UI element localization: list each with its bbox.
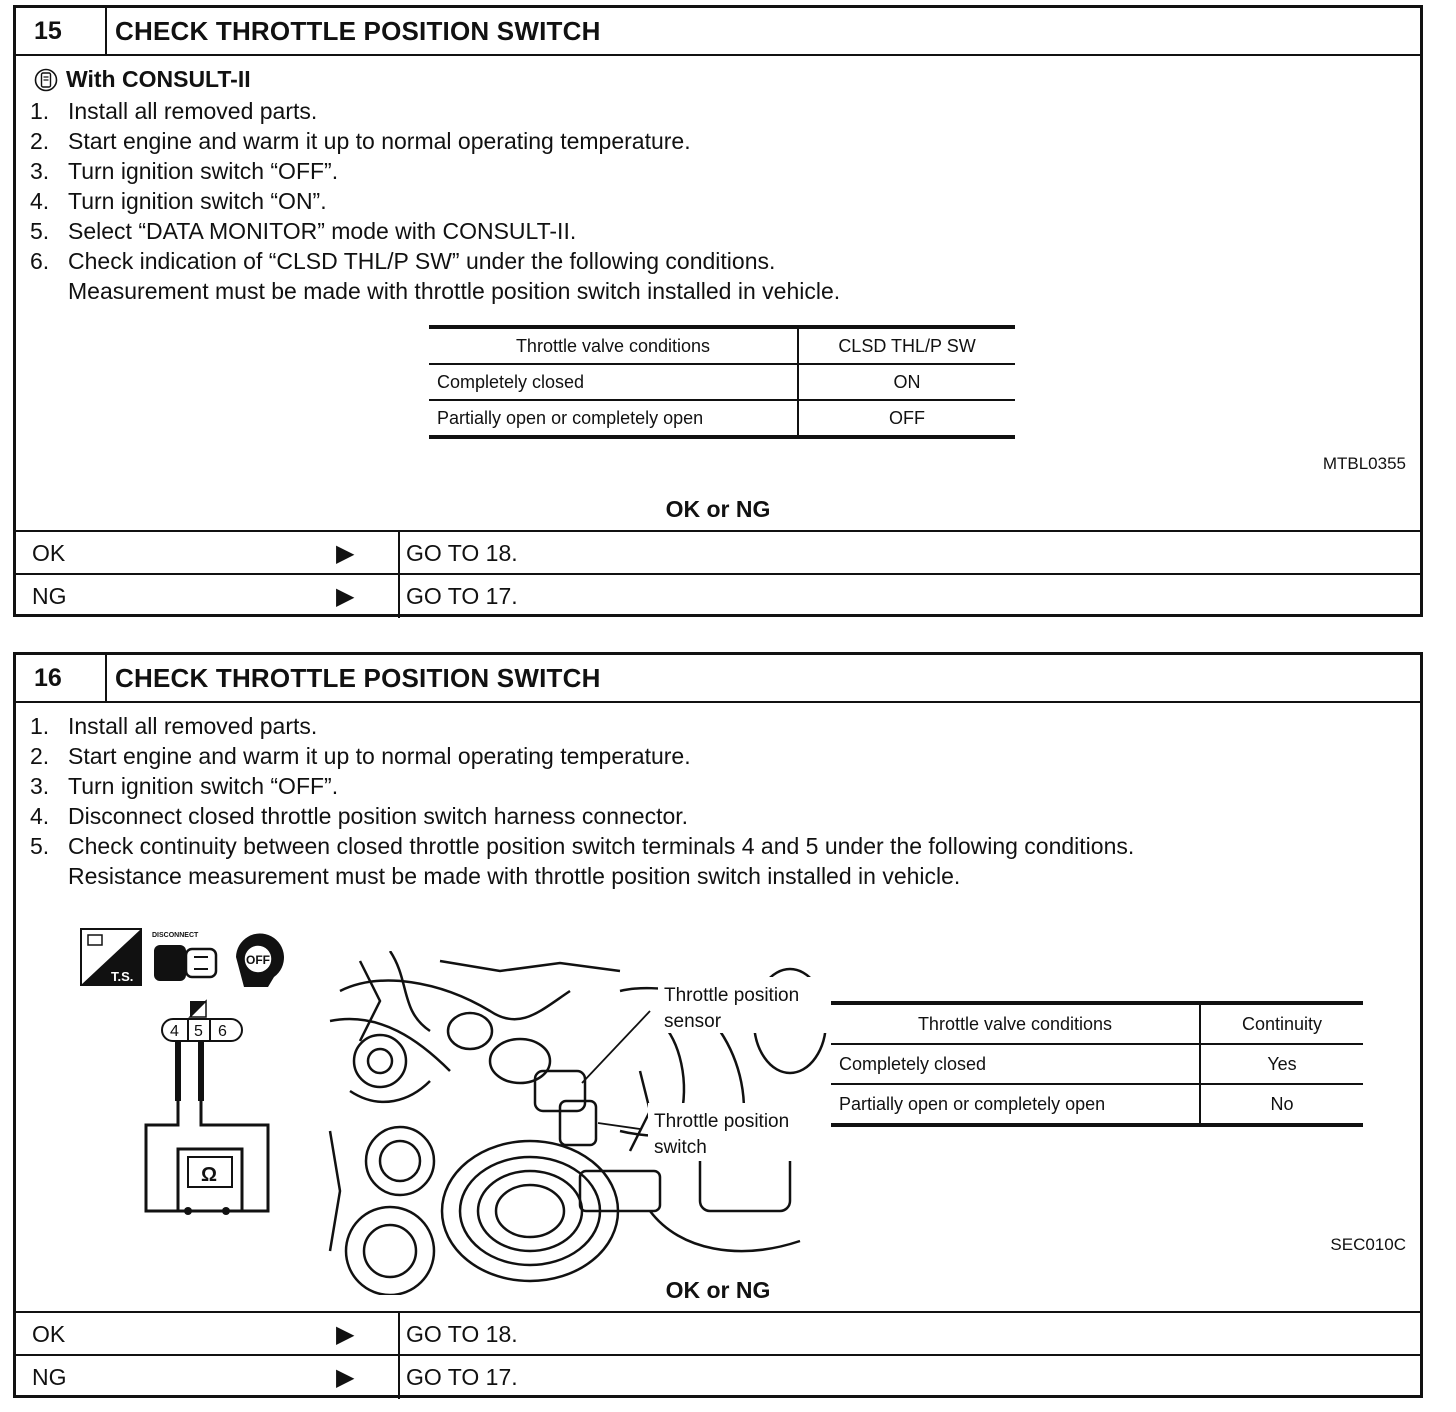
svg-text:5: 5 [194,1023,203,1040]
list-item: 2. Start engine and warm it up to normal operating temperature. [30,743,691,769]
result-label: NG [32,583,67,609]
table-cell: Completely closed [831,1044,1200,1084]
arrow-right-icon: ▶ [336,583,355,610]
table-cell: Partially open or completely open [831,1084,1200,1125]
list-item: 6. Check indication of “CLSD THL/P SW” under the following conditions. [30,248,776,274]
table-header-cell: Throttle valve conditions [831,1003,1200,1044]
step-number: 16 [16,655,107,701]
block-title: CHECK THROTTLE POSITION SWITCH [115,662,601,693]
table-header-row [831,1003,1363,1044]
ok-ng-heading: OK or NG [665,1277,771,1303]
svg-text:T.S.: T.S. [111,969,134,984]
label-switch: switch [654,1137,707,1158]
go-to-link[interactable]: GO TO 18. [398,532,518,575]
procedure-block-16 [13,652,1423,1398]
list-item: 1. Install all removed parts. [30,98,318,124]
table-header-row [429,327,1015,364]
list-item: 1. Install all removed parts. [30,713,318,739]
ohmmeter [178,1149,242,1215]
test-station-icon [81,929,141,985]
svg-text:4: 4 [170,1023,179,1040]
result-row-ok [16,530,1420,575]
label-throttle-position-switch: Throttle position [654,1111,790,1132]
figure-code: MTBL0355 [1322,454,1406,473]
list-item: 5. Select “DATA MONITOR” mode with CONSULT-II. [30,218,577,244]
table-header-cell: Continuity [1200,1003,1363,1044]
svg-text:Ω: Ω [201,1164,218,1186]
svg-text:DISCONNECT: DISCONNECT [152,932,199,939]
table-cell: Yes [1200,1044,1363,1084]
list-item: 3. Turn ignition switch “OFF”. [30,773,339,799]
result-row-ng [16,573,1420,618]
table-header-cell: Throttle valve conditions [429,327,798,364]
block-header [16,655,1420,703]
list-item: 3. Turn ignition switch “OFF”. [30,158,339,184]
engine-illustration [320,951,832,1295]
step-note: Measurement must be made with throttle position switch installed in vehicle. [68,278,841,304]
table-cell: Completely closed [429,364,798,400]
go-to-link[interactable]: GO TO 17. [398,1356,518,1399]
result-label: OK [32,540,66,566]
consult-heading [34,66,251,93]
result-row-ng [16,1354,1420,1399]
table-cell: OFF [798,400,1015,437]
continuity-table [831,1001,1363,1127]
table-cell: ON [798,364,1015,400]
table-header-cell: CLSD THL/P SW [798,327,1015,364]
table-row [831,1044,1363,1084]
result-label: NG [32,1364,67,1390]
table-row [429,364,1015,400]
disconnect-icon [152,932,216,981]
label-throttle-position-sensor: Throttle position [664,985,800,1006]
table-row [831,1084,1363,1125]
result-row-ok [16,1311,1420,1356]
table-cell: Partially open or completely open [429,400,798,437]
list-item: 2. Start engine and warm it up to normal operating temperature. [30,128,691,154]
svg-text:6: 6 [218,1023,227,1040]
list-item: 4. Turn ignition switch “ON”. [30,188,327,214]
list-item: 4. Disconnect closed throttle position switch harness connector. [30,803,689,829]
arrow-right-icon: ▶ [336,1364,355,1391]
block-header [16,8,1420,56]
arrow-right-icon: ▶ [336,540,355,567]
list-item: 5. Check continuity between closed throttle position switch terminals 4 and 5 under the following conditions. [30,833,1135,859]
go-to-link[interactable]: GO TO 18. [398,1313,518,1356]
spec-table [429,325,1015,439]
ignition-off-icon [236,934,284,987]
table-row [429,400,1015,437]
figure-code: SEC010C [1330,1235,1406,1254]
step-note: Resistance measurement must be made with throttle position switch installed in vehicle. [68,863,961,889]
result-label: OK [32,1321,66,1347]
svg-text:OFF: OFF [246,953,270,967]
procedure-block-15 [13,5,1423,617]
label-sensor: sensor [664,1011,722,1032]
step-list [30,711,1134,891]
ohmmeter-diagram [76,925,316,1225]
go-to-link[interactable]: GO TO 17. [398,575,518,618]
arrow-right-icon: ▶ [336,1321,355,1348]
block-title: CHECK THROTTLE POSITION SWITCH [115,15,601,46]
step-number: 15 [16,8,107,54]
consult-label: With CONSULT-II [66,66,251,92]
terminal-connector [162,1001,242,1041]
ok-ng-heading: OK or NG [665,496,771,522]
table-cell: No [1200,1084,1363,1125]
step-list [30,96,840,306]
consult-icon [34,68,58,92]
